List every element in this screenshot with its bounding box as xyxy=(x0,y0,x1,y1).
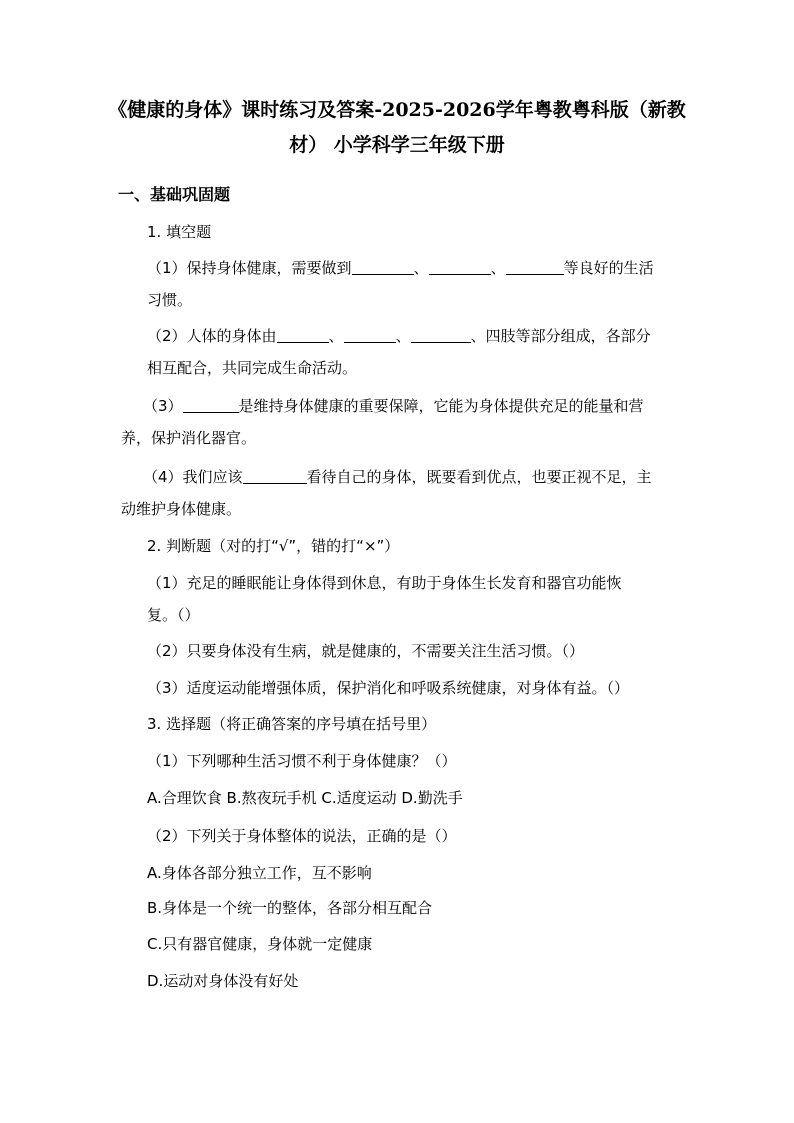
q3-item1-options: A.合理饮食 B.熬夜玩手机 C.适度运动 D.勤洗手 xyxy=(147,789,463,807)
q2-heading: 2. 判断题（对的打“√”，错的打“×”） xyxy=(147,537,400,555)
q1-item1-text-a: （1）保持身体健康，需要做到 xyxy=(147,259,352,277)
q1-item3-cont: 养，保护消化器官。 xyxy=(121,429,257,447)
q1-item2-text-a: （2）人体的身体由 xyxy=(147,327,277,345)
section-heading-basic: 一、基础巩固题 xyxy=(118,185,231,204)
q2-item3: （3）适度运动能增强体质，保护消化和呼吸系统健康，对身体有益。（） xyxy=(147,679,630,697)
q3-item2-option-d: D.运动对身体没有好处 xyxy=(147,972,299,990)
q1-item2-text-c: 、 xyxy=(395,327,411,345)
q1-item2-blank-3[interactable] xyxy=(411,327,471,343)
q1-item2-text-b: 、 xyxy=(328,327,344,345)
q2-item1-cont: 复。（） xyxy=(147,606,200,624)
q3-heading: 3. 选择题（将正确答案的序号填在括号里） xyxy=(147,715,437,733)
q1-item2-line xyxy=(147,325,651,347)
q1-item1-text-d: 等良好的生活 xyxy=(563,259,654,277)
q1-item4-blank[interactable] xyxy=(243,468,307,484)
q1-item1-cont: 习惯。 xyxy=(147,291,193,309)
q1-item2-blank-1[interactable] xyxy=(277,327,329,343)
q3-item2-option-a: A.身体各部分独立工作，互不影响 xyxy=(147,864,372,882)
q1-item3-blank[interactable] xyxy=(183,397,239,413)
q1-item1-blank-1[interactable] xyxy=(352,259,414,275)
q1-item4-cont: 动维护身体健康。 xyxy=(121,500,242,518)
document-title-line-1: 《健康的身体》课时练习及答案-2025-2026学年粤教粤科版（新教 xyxy=(108,99,686,121)
q1-item4-line xyxy=(143,466,652,488)
q1-item1-blank-2[interactable] xyxy=(429,259,491,275)
q1-item3-text-a: （3） xyxy=(143,397,183,415)
q1-item4-text-a: （4）我们应该 xyxy=(143,468,243,486)
q1-item3-line xyxy=(143,395,644,417)
q3-item2-option-c: C.只有器官健康，身体就一定健康 xyxy=(147,935,373,953)
q1-item1-line xyxy=(147,257,654,279)
q1-item2-text-d: 、四肢等部分组成，各部分 xyxy=(470,327,651,345)
q1-item1-text-b: 、 xyxy=(413,259,429,277)
q1-heading: 1. 填空题 xyxy=(147,223,212,241)
q1-item1-text-c: 、 xyxy=(490,259,506,277)
q3-item2-option-b: B.身体是一个统一的整体，各部分相互配合 xyxy=(147,899,433,917)
q3-item1-question: （1）下列哪种生活习惯不利于身体健康？（） xyxy=(147,752,457,770)
q1-item2-blank-2[interactable] xyxy=(344,327,396,343)
q3-item2-question: （2）下列关于身体整体的说法，正确的是（） xyxy=(147,827,457,845)
document-title-line-2: 材） 小学科学三年级下册 xyxy=(289,134,505,156)
q1-item2-cont: 相互配合，共同完成生命活动。 xyxy=(147,359,358,377)
q1-item1-blank-3[interactable] xyxy=(506,259,564,275)
q1-item3-text-b: 是维持身体健康的重要保障，它能为身体提供充足的能量和营 xyxy=(238,397,644,415)
q2-item1-line: （1）充足的睡眠能让身体得到休息，有助于身体生长发育和器官功能恢 xyxy=(147,574,622,592)
q2-item2: （2）只要身体没有生病，就是健康的，不需要关注生活习惯。（） xyxy=(147,642,585,660)
q1-item4-text-b: 看待自己的身体，既要看到优点，也要正视不足，主 xyxy=(306,468,652,486)
